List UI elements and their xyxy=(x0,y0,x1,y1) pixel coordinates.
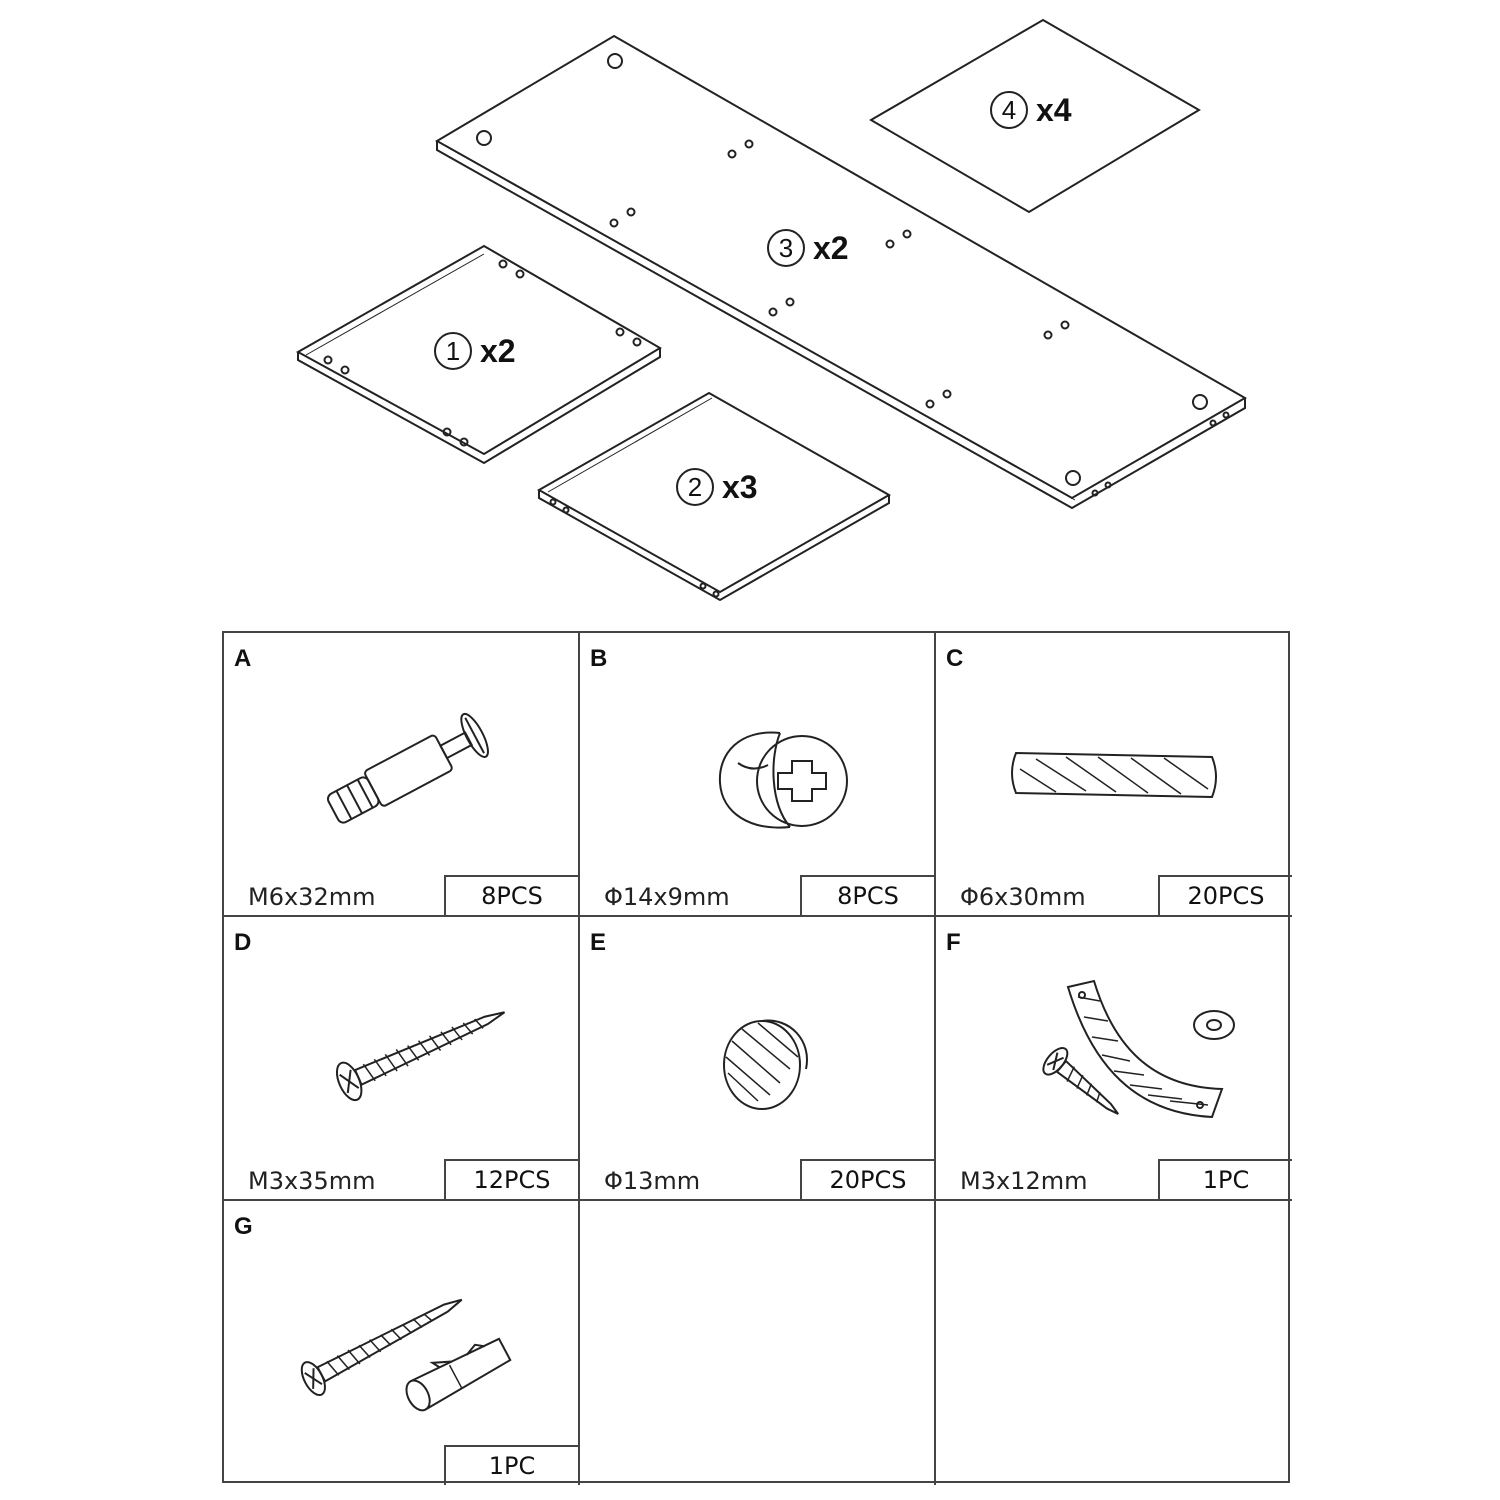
cam-lock-icon xyxy=(620,673,896,863)
hardware-cell-d xyxy=(224,917,580,1201)
panel-count: x2 xyxy=(813,229,849,266)
hardware-letter: A xyxy=(234,645,252,672)
panels-drawing xyxy=(0,0,1500,620)
hardware-letter: D xyxy=(234,929,252,956)
hardware-spec: Φ6x30mm xyxy=(960,883,1086,911)
panel-2-label xyxy=(676,468,758,506)
hardware-spec: Φ14x9mm xyxy=(604,883,730,911)
panel-3-shape xyxy=(437,36,1245,508)
hardware-qty: 1PC xyxy=(1158,1159,1292,1199)
hardware-letter: C xyxy=(946,645,964,672)
hardware-letter: G xyxy=(234,1213,253,1240)
hardware-cell-a xyxy=(224,633,580,917)
hardware-cell-c xyxy=(936,633,1292,917)
hardware-letter: B xyxy=(590,645,608,672)
panel-count: x2 xyxy=(480,332,516,369)
hardware-spec: M6x32mm xyxy=(248,883,376,911)
hardware-qty: 1PC xyxy=(444,1445,578,1485)
panel-1-label xyxy=(434,332,516,370)
empty-cell xyxy=(936,1201,1292,1485)
hardware-cell-g xyxy=(224,1201,580,1485)
hardware-qty: 20PCS xyxy=(800,1159,934,1199)
panel-number-badge: 2 xyxy=(676,468,714,506)
hardware-grid xyxy=(222,631,1290,1483)
panel-4-label xyxy=(990,91,1072,129)
empty-cell xyxy=(580,1201,936,1485)
hardware-letter: E xyxy=(590,929,607,956)
hardware-spec: Φ13mm xyxy=(604,1167,701,1195)
hardware-qty: 8PCS xyxy=(444,875,578,915)
hardware-cell-b xyxy=(580,633,936,917)
panel-number-badge: 4 xyxy=(990,91,1028,129)
cover-cap-icon xyxy=(620,957,896,1147)
hardware-cell-e xyxy=(580,917,936,1201)
hardware-qty: 20PCS xyxy=(1158,875,1292,915)
panel-number-badge: 3 xyxy=(767,229,805,267)
panel-count: x3 xyxy=(722,468,758,505)
panel-3-label xyxy=(767,229,849,267)
hardware-qty: 12PCS xyxy=(444,1159,578,1199)
hardware-spec: M3x12mm xyxy=(960,1167,1088,1195)
wood-dowel-icon xyxy=(976,673,1252,863)
hardware-spec: M3x35mm xyxy=(248,1167,376,1195)
panel-count: x4 xyxy=(1036,91,1072,128)
hardware-cell-f xyxy=(936,917,1292,1201)
cam-bolt-icon xyxy=(264,673,540,863)
wall-anchor-kit-icon xyxy=(264,1241,540,1431)
panel-number-badge: 1 xyxy=(434,332,472,370)
panels-diagram xyxy=(0,0,1500,620)
wood-screw-icon xyxy=(264,957,540,1147)
hardware-qty: 8PCS xyxy=(800,875,934,915)
hardware-letter: F xyxy=(946,929,961,956)
anti-tip-kit-icon xyxy=(976,957,1252,1147)
